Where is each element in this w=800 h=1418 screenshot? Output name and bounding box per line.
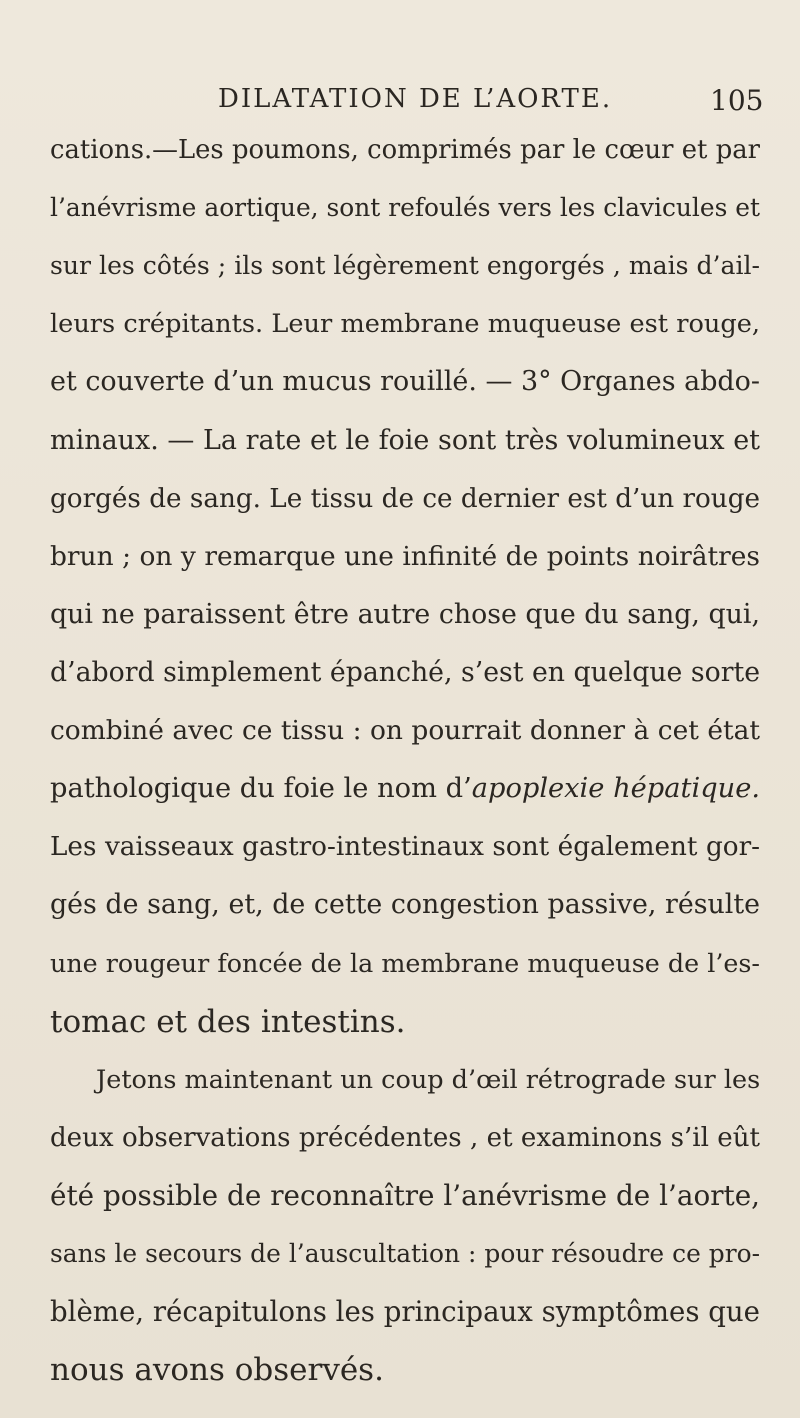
text-line: sans le secours de l’auscultation : pour résoudre ce pro-	[50, 1238, 760, 1268]
text-line: combiné avec ce tissu : on pourrait donner à cet état	[50, 715, 760, 746]
text-line: l’anévrisme aortique, sont refoulés vers les clavicules et	[50, 193, 760, 223]
text-line: d’abord simplement épanché, s’est en quelque sorte	[50, 656, 761, 688]
text-line: leurs crépitants. Leur membrane muqueuse est rouge,	[50, 309, 760, 340]
text-line: deux observations précédentes , et examinons s’il eût	[50, 1122, 760, 1153]
text-segment: pathologique du foie le nom d’	[50, 773, 472, 805]
text-line: nous avons observés.	[50, 1352, 384, 1389]
text-line: tomac et des intestins.	[50, 1003, 406, 1040]
page-header	[0, 84, 800, 124]
text-line: sur les côtés ; ils sont légèrement engorgés , mais d’ail-	[50, 251, 760, 281]
text-line: cations.—Les poumons, comprimés par le cœur et par	[50, 135, 760, 165]
text-line: Les vaisseaux gastro-intestinaux sont également gor-	[50, 832, 760, 863]
text-line: Jetons maintenant un coup d’œil rétrograde sur les	[96, 1064, 761, 1095]
text-line: qui ne paraissent être autre chose que du sang, qui,	[50, 598, 760, 630]
text-line: blème, récapitulons les principaux symptômes que	[50, 1295, 760, 1328]
text-line	[50, 765, 760, 813]
running-title: DILATATION DE L’AORTE.	[218, 84, 613, 114]
text-line: et couverte d’un mucus rouillé. — 3° Organes abdo-	[50, 366, 760, 398]
text-line: minaux. — La rate et le foie sont très volumineux et	[50, 424, 760, 456]
text-line: brun ; on y remarque une infinité de points noirâtres	[50, 540, 760, 572]
text-line: été possible de reconnaître l’anévrisme de l’aorte,	[50, 1178, 760, 1212]
page-number: 105	[710, 84, 764, 117]
text-line: une rougeur foncée de la membrane muqueuse de l’es-	[50, 948, 760, 979]
text-line: gés de sang, et, de cette congestion passive, résulte	[50, 889, 760, 921]
emphasis-text: apoplexie hépatique.	[471, 773, 761, 805]
text-line: gorgés de sang. Le tissu de ce dernier est d’un rouge	[50, 483, 760, 514]
